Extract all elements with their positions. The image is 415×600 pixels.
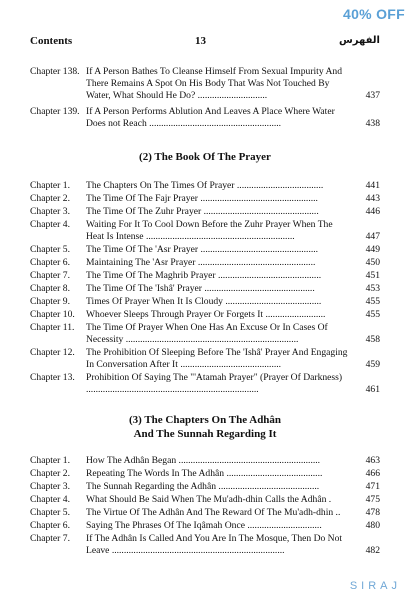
chapter-page: 446 [365, 206, 380, 217]
section-title-adhan [30, 413, 380, 441]
section3-entries-list [30, 455, 380, 557]
chapter-page: 475 [365, 494, 380, 505]
header-arabic-label: الفهرس [338, 35, 380, 46]
toc-entry [30, 481, 380, 493]
chapter-page: 482 [365, 545, 380, 556]
chapter-page: 455 [365, 309, 380, 320]
toc-entry [30, 296, 380, 308]
discount-badge: 40% OFF [342, 6, 405, 22]
chapter-page: 459 [365, 359, 380, 370]
toc-entry [30, 455, 380, 467]
chapter-page: 437 [365, 90, 380, 101]
chapter-label: Chapter 12. [30, 347, 75, 358]
toc-entry [30, 494, 380, 506]
chapter-title: Maintaining The 'Asr Prayer ................................................. [86, 257, 316, 268]
section-title-line2: And The Sunnah Regarding It [133, 428, 277, 440]
chapter-title: The Chapters On The Times Of Prayer .................................... [86, 180, 324, 191]
chapter-title: What Should Be Said When The Mu'adh-dhin Calls the Adhân . [86, 494, 332, 505]
chapter-label: Chapter 2. [30, 468, 70, 479]
chapter-page: 453 [365, 283, 380, 294]
toc-entry [30, 507, 380, 519]
chapter-title: Times Of Prayer When It Is Cloudy ........................................ [86, 296, 322, 307]
chapter-title: The Sunnah Regarding the Adhân .......................................... [86, 481, 320, 492]
chapter-page: 466 [365, 468, 380, 479]
toc-entry [30, 66, 380, 102]
chapter-title: Repeating The Words In The Adhân ........................................ [86, 468, 323, 479]
toc-entry [30, 180, 380, 192]
page-number: 13 [195, 35, 206, 47]
chapter-page: 471 [365, 481, 380, 492]
chapter-label: Chapter 2. [30, 193, 70, 204]
chapter-page: 441 [365, 180, 380, 191]
chapter-title: The Time Of The Fajr Prayer ................................................. [86, 193, 318, 204]
chapter-label: Chapter 10. [30, 309, 75, 320]
chapter-title: If The Adhân Is Called And You Are In The Mosque, Then Do Not Leave ........................................................................ [86, 533, 343, 556]
chapter-title: The Time Of Prayer When One Has An Excuse Or In Cases Of Necessity ........................................................................ [86, 322, 328, 345]
chapter-title: Whoever Sleeps Through Prayer Or Forgets It ......................... [86, 309, 326, 320]
chapter-page: 449 [365, 244, 380, 255]
toc-entry [30, 372, 380, 396]
toc-entry [30, 270, 380, 282]
chapter-label: Chapter 11. [30, 322, 75, 333]
top-entries-list [30, 66, 380, 130]
section-title-line1: (3) The Chapters On The Adhân [128, 414, 282, 426]
chapter-page: 480 [365, 520, 380, 531]
toc-entry [30, 283, 380, 295]
chapter-label: Chapter 1. [30, 180, 70, 191]
chapter-title: Saying The Phrases Of The Iqâmah Once ............................... [86, 520, 322, 531]
chapter-page: 443 [365, 193, 380, 204]
toc-entry [30, 533, 380, 557]
chapter-title: Waiting For It To Cool Down Before the Zuhr Prayer When The Heat Is Intense .............................................................. [86, 219, 333, 242]
chapter-page: 438 [365, 118, 380, 129]
chapter-label: Chapter 13. [30, 372, 75, 383]
siraj-watermark: SIRAJ [349, 580, 401, 592]
toc-entry [30, 322, 380, 346]
chapter-title: If A Person Performs Ablution And Leaves A Place Where Water Does not Reach ....................................................... [86, 106, 335, 129]
toc-entry [30, 244, 380, 256]
chapter-label: Chapter 5. [30, 507, 70, 518]
toc-entry [30, 219, 380, 243]
chapter-label: Chapter 4. [30, 219, 70, 230]
toc-entry [30, 106, 380, 130]
chapter-label: Chapter 6. [30, 520, 70, 531]
chapter-title: The Time Of The Zuhr Prayer ................................................ [86, 206, 319, 217]
toc-entry [30, 520, 380, 532]
chapter-title: How The Adhân Began ........................................................... [86, 455, 321, 466]
chapter-page: 461 [365, 384, 380, 395]
chapter-label: Chapter 7. [30, 533, 70, 544]
toc-entry [30, 347, 380, 371]
toc-entry [30, 206, 380, 218]
section-title-prayer: (2) The Book Of The Prayer [139, 151, 271, 163]
chapter-title: If A Person Bathes To Cleanse Himself From Sexual Impurity And There Remains A Spot On His Body That Was Not Touched By Water, What Should He Do? ............................. [86, 66, 343, 101]
toc-entry [30, 257, 380, 269]
chapter-page: 451 [365, 270, 380, 281]
chapter-title: Prohibition Of Saying The "'Atamah Prayer" (Prayer Of Darkness) ........................................................................ [86, 372, 343, 395]
chapter-label: Chapter 3. [30, 206, 70, 217]
chapter-label: Chapter 3. [30, 481, 70, 492]
chapter-page: 478 [365, 507, 380, 518]
chapter-page: 450 [365, 257, 380, 268]
chapter-page: 458 [365, 334, 380, 345]
header-contents-label: Contents [30, 35, 73, 47]
chapter-title: The Time Of The Maghrib Prayer ........................................... [86, 270, 322, 281]
chapter-label: Chapter 4. [30, 494, 70, 505]
chapter-page: 447 [365, 231, 380, 242]
chapter-page: 463 [365, 455, 380, 466]
chapter-label: Chapter 7. [30, 270, 70, 281]
toc-entry [30, 193, 380, 205]
chapter-label: Chapter 1. [30, 455, 70, 466]
toc-entry [30, 468, 380, 480]
chapter-label: Chapter 5. [30, 244, 70, 255]
chapter-title: The Prohibition Of Sleeping Before The 'Ishâ' Prayer And Engaging In Conversation After It .......................................... [86, 347, 348, 370]
chapter-label: Chapter 8. [30, 283, 70, 294]
chapter-title: The Time Of The 'Ishâ' Prayer .............................................. [86, 283, 315, 294]
chapter-title: The Time Of The 'Asr Prayer ................................................. [86, 244, 319, 255]
chapter-label: Chapter 138. [30, 66, 80, 77]
chapter-label: Chapter 139. [30, 106, 80, 117]
chapter-label: Chapter 6. [30, 257, 70, 268]
toc-entry [30, 309, 380, 321]
chapter-title: The Virtue Of The Adhân And The Reward Of The Mu'adh-dhin .. [86, 507, 341, 518]
chapter-page: 455 [365, 296, 380, 307]
section2-entries-list [30, 180, 380, 396]
chapter-label: Chapter 9. [30, 296, 70, 307]
